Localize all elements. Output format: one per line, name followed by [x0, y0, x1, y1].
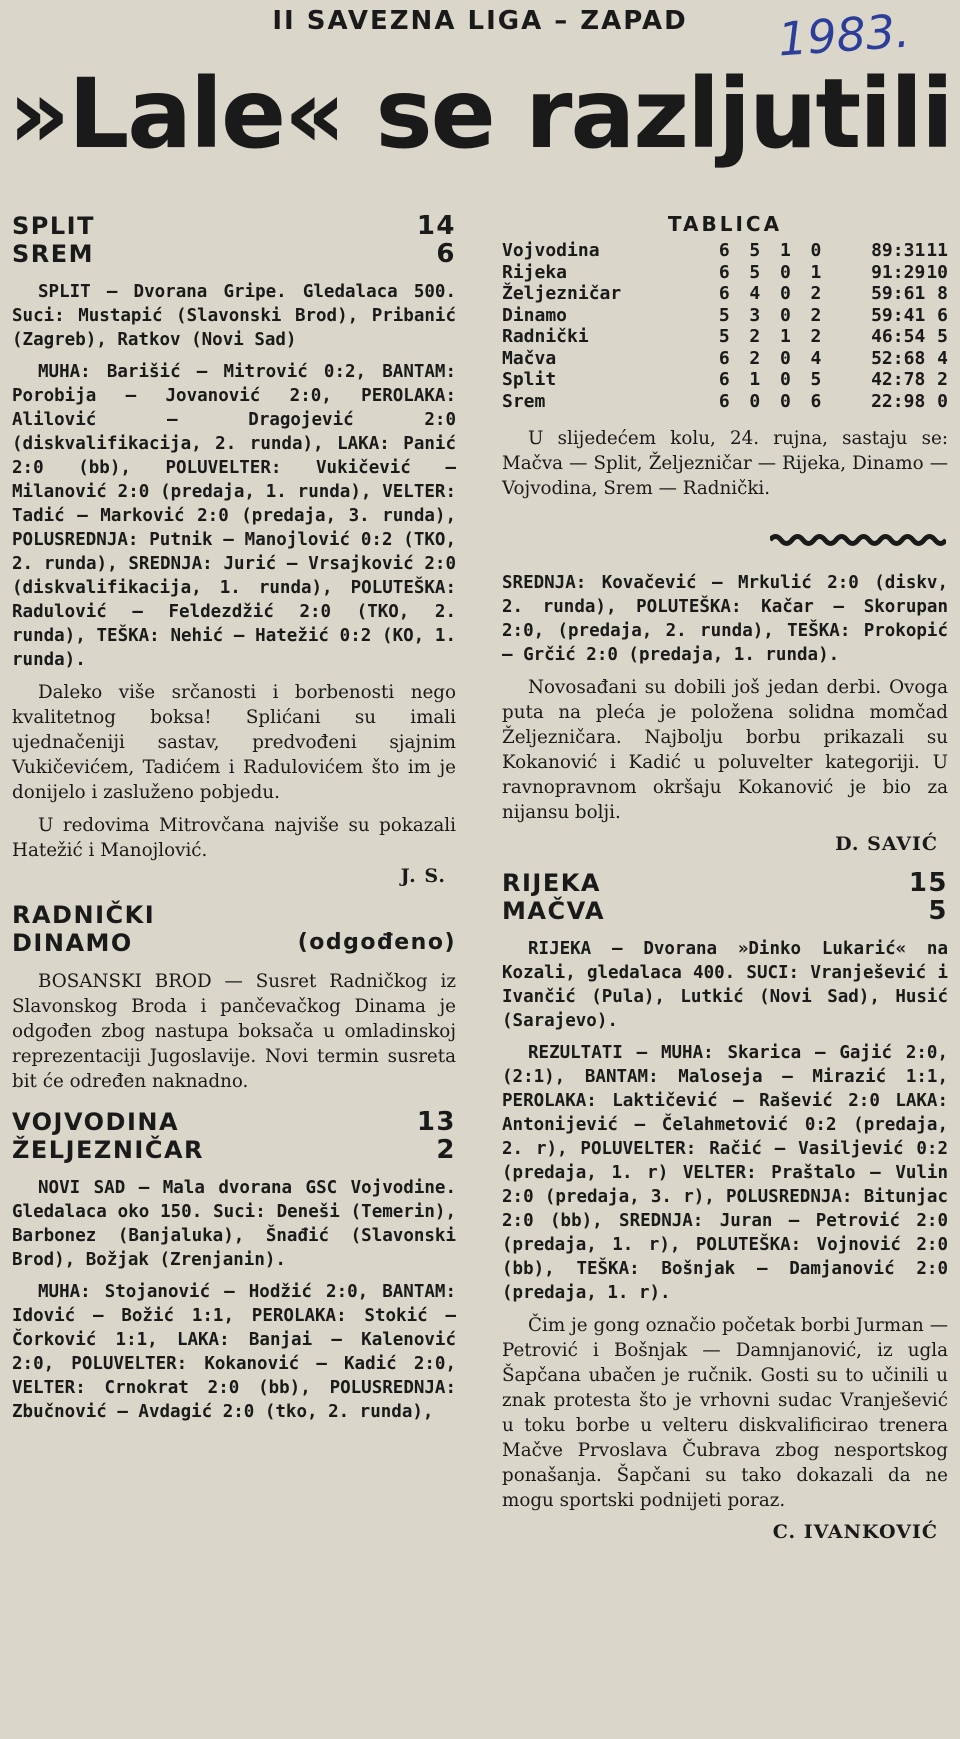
table-cell: 0	[810, 240, 822, 261]
table-cell-team: Mačva	[502, 347, 557, 369]
results-text: REZULTATI — MUHA: Skarica — Gajić 2:0, (2:1), BANTAM: Maloseja — Mirazić 1:1, PEROLAKA: Laktičević — Rašević 2:0 LAKA: Antonijević — Čelahmetović 0:2 (predaja, 2. r), POLUVELTER: Račić — Vasiljević 0:2 (predaja, 1. r) VELTER: Praštalo — Vulin 2:0 (predaja, 3. r), POLUSREDNJA: Bitunjac 2:0 (bb), SREDNJA: Juran — Petrović 2:0 (predaja, 1. r), POLUTEŠKA: Vojnović 2:0 (bb), TEŠKA: Bošnjak — Damjanović 2:0 (predaja, 1. r).	[502, 1043, 948, 1303]
headline: »Lale« se razljutili	[8, 58, 952, 170]
results-text: SREDNJA: Kovačević — Mrkulić 2:0 (diskv, 2. runda), POLUTEŠKA: Kačar — Skorupan 2:0, (predaja, 2. runda), TEŠKA: Prokopić — Grčić 2:0 (predaja, 1. runda).	[502, 573, 948, 665]
score-line	[12, 901, 456, 929]
team-name: ŽELJEZNIČAR	[12, 1136, 204, 1164]
table-cell: 42:78	[871, 369, 926, 390]
table-cell: 89:31	[871, 240, 926, 261]
table-cell-team: Radnički	[502, 326, 589, 347]
table-cell: 4	[937, 347, 948, 369]
table-cell: 6	[718, 261, 730, 283]
table-cell: 2	[749, 326, 761, 347]
table-cell: 2	[810, 304, 822, 326]
table-row	[502, 305, 948, 327]
table-cell: 0	[779, 390, 791, 412]
venue-text: NOVI SAD — Mala dvorana GSC Vojvodine. Gledalaca oko 150. Suci: Deneši (Temerin), Barbonez (Banjaluka), Šnađić (Slavonski Brod), Božjak (Zrenjanin).	[12, 1178, 456, 1270]
table-cell-team: Srem	[502, 390, 546, 412]
report-paragraph: U redovima Mitrovčana najviše su pokazali Hatežić i Manojlović.	[12, 815, 456, 861]
match-vojvodina-zeljeznicar	[12, 1108, 456, 1424]
table-cell: 10	[926, 261, 948, 283]
team-name: SREM	[12, 240, 95, 268]
table-cell: 0	[779, 347, 791, 369]
table-cell: 2	[810, 326, 822, 347]
table-cell: 8	[937, 283, 948, 304]
team-score: 5	[928, 896, 948, 926]
team-score: 13	[416, 1107, 456, 1137]
table-cell: 3	[749, 304, 761, 326]
handwritten-year: 1983.	[776, 3, 912, 67]
table-cell: 1	[810, 261, 822, 283]
table-cell-team: Rijeka	[502, 261, 568, 283]
team-score: 2	[436, 1135, 456, 1165]
table-cell: 1	[749, 369, 761, 390]
table-cell: 6	[810, 390, 822, 412]
table-cell: 59:61	[871, 283, 926, 304]
table-title: TABLICA	[667, 212, 783, 236]
team-name: RADNIČKI	[12, 901, 156, 929]
table-cell: 0	[779, 283, 791, 304]
table-cell: 59:41	[871, 304, 926, 326]
table-cell: 4	[749, 283, 761, 304]
table-row	[502, 348, 948, 370]
table-cell: 2	[749, 347, 761, 369]
score-line	[12, 212, 456, 240]
table-row	[502, 326, 948, 348]
team-name: DINAMO	[12, 929, 133, 957]
results-text: MUHA: Stojanović — Hodžić 2:0, BANTAM: Idović — Božić 1:1, PEROLAKA: Stokić — Čorković 1:1, LAKA: Banjai — Kalenović 2:0, POLUVELTER: Kokanović — Kadić 2:0, VELTER: Crnokrat 2:0 (bb), POLUSREDNJA: Zbučnović — Avdagić 2:0 (tko, 2. runda),	[12, 1282, 456, 1422]
table-cell: 5	[718, 326, 730, 347]
match-split-srem	[12, 212, 456, 887]
author-signature: C. IVANKOVIĆ	[772, 1521, 938, 1543]
section-kicker: II SAVEZNA LIGA – ZAPAD	[272, 6, 688, 36]
team-name: MAČVA	[502, 897, 606, 925]
table-cell: 52:68	[871, 347, 926, 369]
report-paragraph: BOSANSKI BROD — Susret Radničkog iz Slavonskog Broda i pančevačkog Dinama je odgođen zbog nastupa boksača u omladinskoj reprezentaciji Jugoslavije. Novi termin susreta bit će određen naknadno.	[12, 971, 456, 1092]
table-row	[502, 262, 948, 284]
table-cell: 5	[810, 369, 822, 390]
match-rijeka-macva	[502, 869, 948, 1543]
team-name: VOJVODINA	[12, 1108, 180, 1136]
score-line	[502, 869, 948, 897]
table-cell: 6	[718, 347, 730, 369]
table-cell: 11	[926, 240, 948, 261]
report-paragraph: Novosađani su dobili još jedan derbi. Ovoga puta na pleća je položena solidna momčad Željezničara. Najbolju borbu prikazali su Kokanović i Kadić u poluvelter kategoriji. U ravnopravnom okršaju Kokanović je bio za nijansu bolji.	[502, 677, 948, 823]
match-radnicki-dinamo	[12, 901, 456, 1094]
table-row	[502, 369, 948, 391]
table-row	[502, 391, 948, 413]
table-cell: 5	[718, 304, 730, 326]
table-cell: 5	[749, 240, 761, 261]
score-line	[12, 1136, 456, 1164]
table-cell: 91:29	[871, 261, 926, 283]
table-cell: 1	[779, 240, 791, 261]
results-text: MUHA: Barišić — Mitrović 0:2, BANTAM: Porobija — Jovanović 2:0, PEROLAKA: Alilović — Dragojević 2:0 (diskvalifikacija, 2. runda), LAKA: Panić 2:0 (bb), POLUVELTER: Vukičević — Milanović 2:0 (predaja, 1. runda), VELTER: Tadić — Marković 2:0 (predaja, 3. runda), POLUSREDNJA: Putnik — Manojlović 0:2 (TKO, 2. runda), SREDNJA: Jurić — Vrsajković 2:0 (diskvalifikacija, 1. runda), POLUTEŠKA: Radulović — Feldezdžić 2:0 (TKO, 2. runda), TEŠKA: Nehić — Hatežić 0:2 (KO, 1. runda).	[12, 362, 456, 670]
standings-table	[502, 240, 948, 412]
score-line	[12, 240, 456, 268]
table-cell-team: Vojvodina	[502, 240, 600, 261]
wavy-divider	[770, 533, 946, 547]
team-score: 14	[416, 211, 456, 241]
table-cell: 0	[779, 369, 791, 390]
score-line	[502, 897, 948, 925]
left-column	[12, 212, 456, 1438]
table-cell: 0	[779, 261, 791, 283]
table-cell: 6	[718, 283, 730, 304]
table-cell: 0	[779, 304, 791, 326]
table-cell: 46:54	[871, 326, 926, 347]
match-vojvodina-continued	[502, 571, 948, 855]
score-line	[12, 1108, 456, 1136]
table-cell: 6	[718, 240, 730, 261]
venue-text: RIJEKA — Dvorana »Dinko Lukarić« na Kozali, gledalaca 400. SUCI: Vranješević i Ivančić (Pula), Lutkić (Novi Sad), Husić (Sarajevo).	[502, 939, 948, 1031]
table-row	[502, 283, 948, 305]
table-cell-team: Željezničar	[502, 283, 622, 304]
table-cell: 5	[749, 261, 761, 283]
table-cell: 2	[937, 369, 948, 390]
next-round-text: U slijedećem kolu, 24. rujna, sastaju se: Mačva — Split, Željezničar — Rijeka, Dinamo — Vojvodina, Srem — Radnički.	[502, 428, 948, 499]
table-cell: 6	[937, 304, 948, 326]
table-cell: 4	[810, 347, 822, 369]
score-line	[12, 929, 456, 957]
table-cell: 0	[749, 390, 761, 412]
team-name: RIJEKA	[502, 869, 601, 897]
table-cell: 6	[718, 390, 730, 412]
right-column	[502, 212, 948, 1557]
table-cell: 0	[937, 390, 948, 412]
table-cell: 2	[810, 283, 822, 304]
team-name: SPLIT	[12, 212, 95, 240]
table-cell: 22:98	[871, 390, 926, 412]
table-cell-team: Split	[502, 369, 557, 390]
table-cell: 1	[779, 326, 791, 347]
report-paragraph: Čim je gong označio početak borbi Jurman — Petrović i Bošnjak — Damnjanović, iz ugla Šapčana ubačen je ručnik. Gosti su to učinili u znak protesta što je vrhovni sudac Vranješević u toku borbe u velteru diskvalificirao trenera Mačve Prvoslava Čubrava zbog nesportskog ponašanja. Šapčani su tako dokazali da ne mogu sportski podnijeti poraz.	[502, 1315, 948, 1511]
author-signature: J. S.	[400, 865, 446, 887]
team-score: 15	[908, 868, 948, 898]
author-signature: D. SAVIĆ	[835, 833, 938, 855]
table-row	[502, 240, 948, 262]
table-cell: 5	[937, 326, 948, 347]
table-cell-team: Dinamo	[502, 304, 568, 326]
report-paragraph: Daleko više srčanosti i borbenosti nego kvalitetnog boksa! Splićani su imali ujednačeniji sastav, predvođeni sjajnim Vukičevićem, Tadićem i Radulovićem što im je donijelo i zasluženo pobjedu.	[12, 682, 456, 803]
team-score: 6	[436, 239, 456, 269]
venue-text: SPLIT — Dvorana Gripe. Gledalaca 500. Suci: Mustapić (Slavonski Brod), Pribanić (Zagreb), Ratkov (Novi Sad)	[12, 282, 456, 350]
match-status: (odgođeno)	[297, 930, 456, 955]
table-cell: 6	[718, 369, 730, 390]
